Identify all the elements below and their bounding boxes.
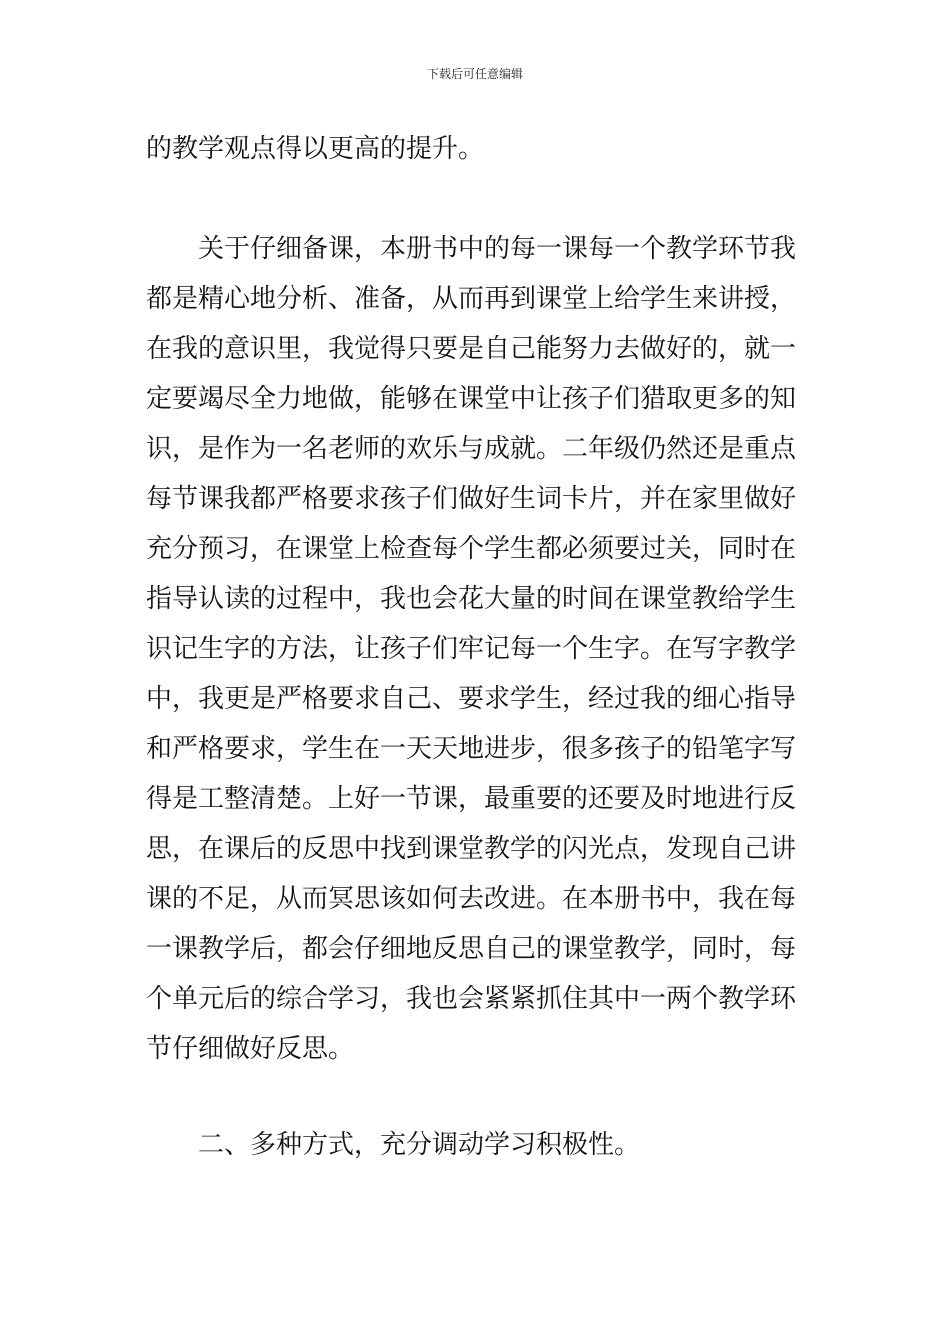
- text-line: 得是工整清楚。上好一节课，最重要的还要及时地进行反: [146, 784, 797, 814]
- text-line: 课的不足，从而冥思该如何去改进。在本册书中，我在每: [146, 884, 797, 914]
- text-line: 思，在课后的反思中找到课堂教学的闪光点，发现自己讲: [146, 834, 797, 864]
- text-line: 关于仔细备课，本册书中的每一课每一个教学环节我: [146, 234, 797, 264]
- text-line: 指导认读的过程中，我也会花大量的时间在课堂教给学生: [146, 584, 797, 614]
- text-line: 识记生字的方法，让孩子们牢记每一个生字。在写字教学: [146, 634, 797, 664]
- section-heading: [146, 1120, 808, 1170]
- section-heading-text: 二、多种方式，充分调动学习积极性。: [146, 1130, 641, 1160]
- text-line: 和严格要求，学生在一天天地进步，很多孩子的铅笔字写: [146, 734, 797, 764]
- text-line: 一课教学后，都会仔细地反思自己的课堂教学，同时，每: [146, 934, 797, 964]
- continuation-paragraph: [146, 124, 808, 174]
- text-line: 识，是作为一名老师的欢乐与成就。二年级仍然还是重点: [146, 434, 797, 464]
- text-line: 充分预习，在课堂上检查每个学生都必须要过关，同时在: [146, 534, 797, 564]
- text-line: 定要竭尽全力地做，能够在课堂中让孩子们猎取更多的知: [146, 384, 797, 414]
- page-header-note: 下载后可任意编辑: [426, 67, 523, 81]
- text-line: 在我的意识里，我觉得只要是自己能努力去做好的，就一: [146, 334, 797, 364]
- text-line: 都是精心地分析、准备，从而再到课堂上给学生来讲授，: [146, 284, 797, 314]
- lesson-preparation-paragraph: [146, 224, 808, 1074]
- text-line: 的教学观点得以更高的提升。: [146, 134, 485, 164]
- text-line: 节仔细做好反思。: [146, 1034, 355, 1064]
- text-line: 个单元后的综合学习，我也会紧紧抓住其中一两个教学环: [146, 984, 797, 1014]
- text-line: 中，我更是严格要求自己、要求学生，经过我的细心指导: [146, 684, 797, 714]
- text-line: 每节课我都严格要求孩子们做好生词卡片，并在家里做好: [146, 484, 797, 514]
